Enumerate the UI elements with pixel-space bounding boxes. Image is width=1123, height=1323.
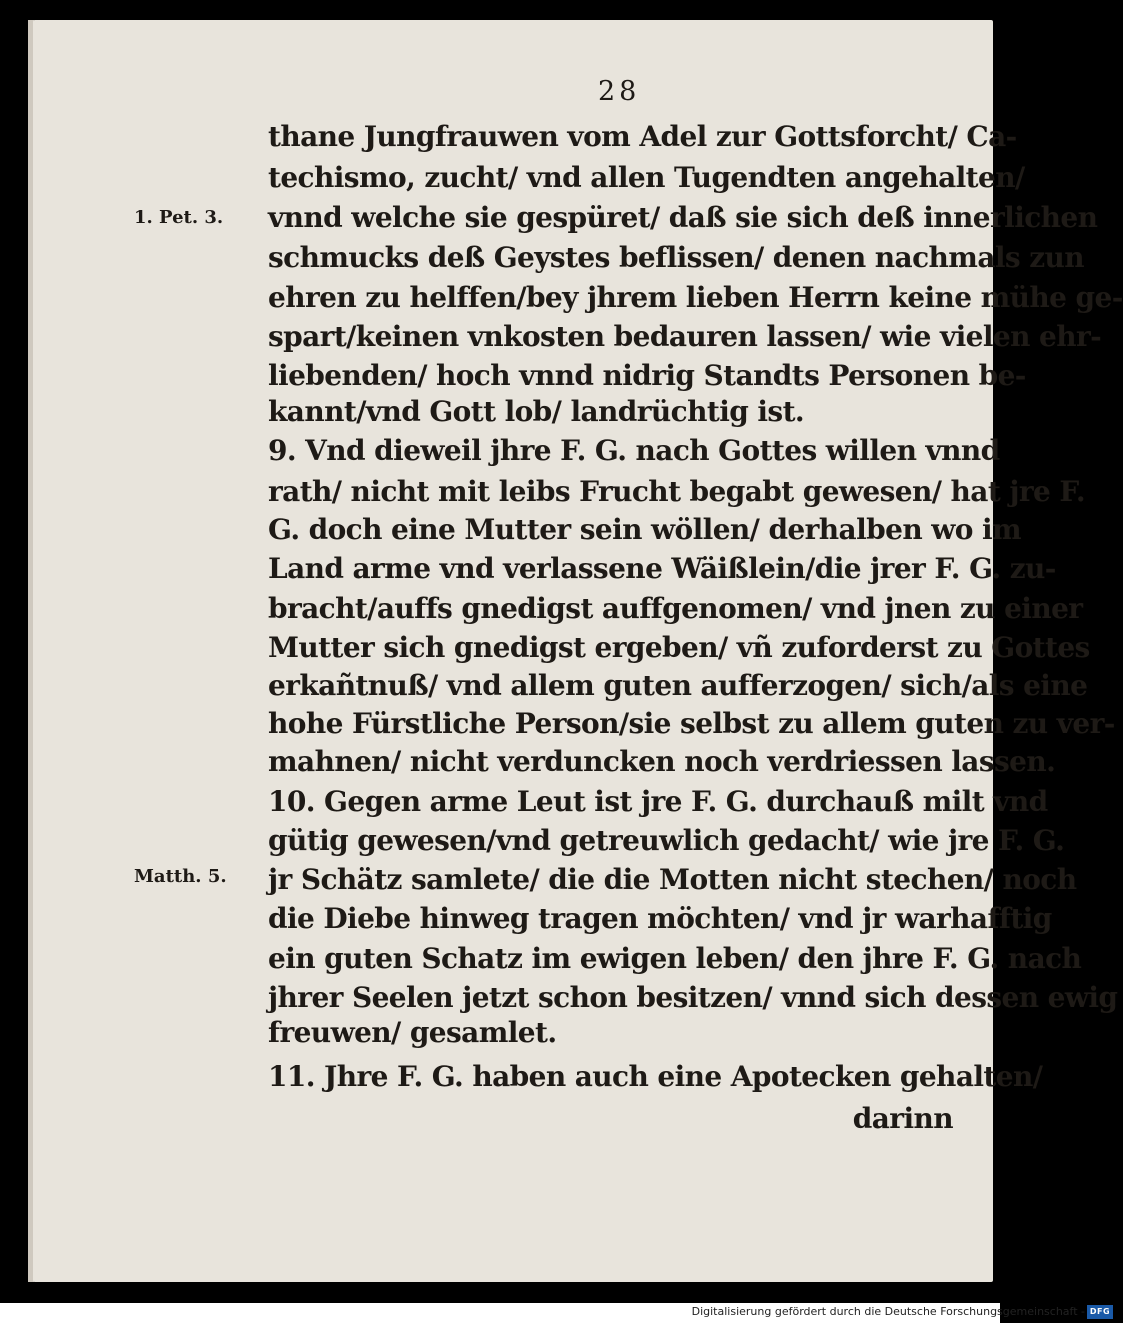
- text-line: jr Schätz samlete/ die die Motten nicht stechen/ noch: [268, 863, 1077, 896]
- text-line: 11. Jhre F. G. haben auch eine Apotecken gehalten/: [268, 1060, 1043, 1093]
- text-line: liebenden/ hoch vnnd nidrig Standts Personen be-: [268, 359, 1026, 392]
- text-line: ein guten Schatz im ewigen leben/ den jhre F. G. nach: [268, 942, 1082, 975]
- margin-note-1pet3: 1. Pet. 3.: [134, 207, 224, 228]
- text-line: techismo, zucht/ vnd allen Tugendten angehalten/: [268, 161, 1025, 194]
- text-line: Land arme vnd verlassene Wäißlein/die jrer F. G. zu-: [268, 552, 1056, 585]
- text-line: vnnd welche sie gespüret/ daß sie sich deß innerlichen: [268, 201, 1098, 234]
- text-line: thane Jungfrauwen vom Adel zur Gottsforcht/ Ca-: [268, 120, 1017, 153]
- catchword: darinn: [852, 1102, 953, 1135]
- text-line: kannt/vnd Gott lob/ landrüchtig ist.: [268, 395, 805, 428]
- text-line: rath/ nicht mit leibs Frucht begabt gewesen/ hat jre F.: [268, 475, 1085, 508]
- text-line: Mutter sich gnedigst ergeben/ vñ zuforderst zu Gottes: [268, 631, 1090, 664]
- page-number: 28: [598, 76, 641, 107]
- text-line: bracht/auffs gnedigst auffgenomen/ vnd jnen zu einer: [268, 592, 1083, 625]
- margin-note-matth5: Matth. 5.: [134, 866, 227, 887]
- text-line: hohe Fürstliche Person/sie selbst zu allem guten zu ver-: [268, 707, 1115, 740]
- text-line: 10. Gegen arme Leut ist jre F. G. durchauß milt vnd: [268, 785, 1048, 818]
- text-line: erkañtnuß/ vnd allem guten aufferzogen/ sich/als eine: [268, 669, 1088, 702]
- text-line: freuwen/ gesamlet.: [268, 1016, 557, 1049]
- text-line: gütig gewesen/vnd getreuwlich gedacht/ wie jre F. G.: [268, 824, 1065, 857]
- text-line: ehren zu helffen/bey jhrem lieben Herrn keine mühe ge-: [268, 281, 1123, 314]
- text-line: mahnen/ nicht verduncken noch verdriessen lassen.: [268, 745, 1056, 778]
- dfg-logo: DFG: [1087, 1305, 1113, 1319]
- text-line: 9. Vnd dieweil jhre F. G. nach Gottes willen vnnd: [268, 434, 1000, 467]
- text-line: G. doch eine Mutter sein wöllen/ derhalben wo im: [268, 513, 1022, 546]
- text-line: schmucks deß Geystes beflissen/ denen nachmals zun: [268, 241, 1085, 274]
- text-line: jhrer Seelen jetzt schon besitzen/ vnnd sich dessen ewig: [268, 981, 1118, 1014]
- text-line: spart/keinen vnkosten bedauren lassen/ wie vielen ehr-: [268, 320, 1102, 353]
- text-line: die Diebe hinweg tragen möchten/ vnd jr warhafftig: [268, 902, 1052, 935]
- footer-credit: Digitalisierung gefördert durch die Deutsche Forschungsgemeinschaft -: [691, 1305, 1085, 1318]
